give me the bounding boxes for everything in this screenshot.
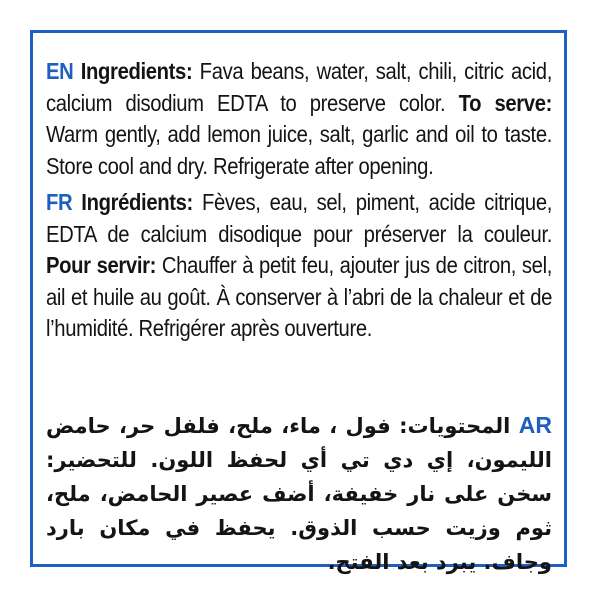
arabic-paragraph xyxy=(46,408,552,579)
fr-serve-label: Pour servir: xyxy=(46,252,157,278)
en-ingredients-text: Fava beans, water, salt, chili, citric acid, calcium disodium EDTA to preserve color. xyxy=(46,58,552,116)
fr-serve-text: Chauffer à petit feu, ajouter jus de citron, sel, ail et huile au goût. À conserver à l’abri de la chaleur et de l’humidité. Refrigérer après ouverture. xyxy=(46,252,553,341)
en-serve-text: Warm gently, add lemon juice, salt, garlic and oil to taste. Store cool and dry. Refrigerate after opening. xyxy=(46,121,552,179)
english-paragraph xyxy=(46,56,552,182)
ar-text: المحتويات: فول ، ماء، ملح، فلفل حر، حامض الليمون، إي دي تي أي لحفظ اللون. للتحضير: سخن على نار خفيفة، أضف عصير الحامض، ملح، ثوم وزيت حسب الذوق. يحفظ في مكان بارد وجاف. يبرد بعد الفتح. xyxy=(46,414,552,574)
fr-ingredients-label: Ingrédients: xyxy=(81,189,193,215)
lang-code-en: EN xyxy=(46,58,74,84)
en-serve-label: To serve: xyxy=(458,89,553,116)
ingredients-panel xyxy=(46,56,552,345)
en-ingredients-label: Ingredients: xyxy=(80,58,193,84)
french-paragraph xyxy=(46,187,552,345)
fr-ingredients-text: Fèves, eau, sel, piment, acide citrique, EDTA de calcium disodique pour préserver la couleur. xyxy=(46,189,552,247)
lang-code-fr: FR xyxy=(46,189,73,215)
lang-code-ar: AR xyxy=(518,412,553,438)
